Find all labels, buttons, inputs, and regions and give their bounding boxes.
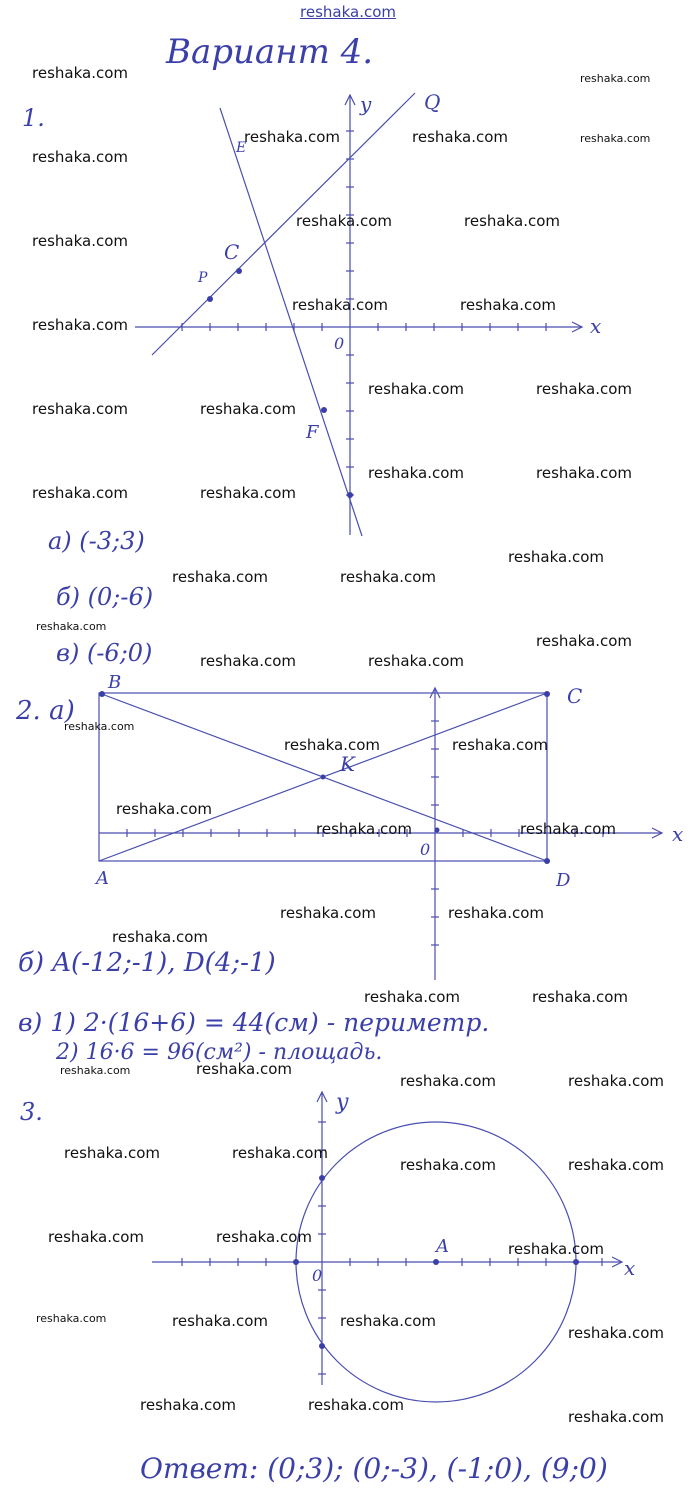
watermark: reshaka.com bbox=[64, 1144, 160, 1162]
watermark: reshaka.com bbox=[280, 904, 376, 922]
watermark: reshaka.com bbox=[292, 296, 388, 314]
task3-label-o: 0 bbox=[312, 1266, 323, 1285]
watermark: reshaka.com bbox=[568, 1324, 664, 1342]
task2-answer-b: б) A(-12;-1), D(4;-1) bbox=[18, 948, 276, 978]
task3-answer: Ответ: (0;3); (0;-3), (-1;0), (9;0) bbox=[140, 1452, 608, 1485]
watermark: reshaka.com bbox=[568, 1408, 664, 1426]
task2-number: 2. а) bbox=[16, 696, 75, 726]
watermark: reshaka.com bbox=[316, 820, 412, 838]
task2-point-c bbox=[544, 691, 550, 697]
watermark: reshaka.com bbox=[32, 232, 128, 250]
watermark: reshaka.com bbox=[536, 632, 632, 650]
task2-answer-v1: в) 1) 2·(16+6) = 44(см) - периметр. bbox=[18, 1008, 490, 1037]
watermark: reshaka.com bbox=[48, 1228, 144, 1246]
task3-point-a bbox=[433, 1259, 439, 1265]
watermark: reshaka.com bbox=[36, 1312, 107, 1325]
task2-point-k bbox=[321, 775, 326, 780]
task1-point-f bbox=[321, 407, 327, 413]
watermark: reshaka.com bbox=[196, 1060, 292, 1078]
task1-x-axis bbox=[135, 322, 582, 332]
watermark: reshaka.com bbox=[32, 484, 128, 502]
variant-title: Вариант 4. bbox=[166, 32, 374, 72]
watermark: reshaka.com bbox=[340, 568, 436, 586]
watermark: reshaka.com bbox=[232, 1144, 328, 1162]
watermark: reshaka.com bbox=[200, 652, 296, 670]
watermark: reshaka.com bbox=[368, 380, 464, 398]
watermark: reshaka.com bbox=[364, 988, 460, 1006]
task3-point-top bbox=[319, 1175, 325, 1181]
watermark: reshaka.com bbox=[536, 464, 632, 482]
watermark: reshaka.com bbox=[340, 1312, 436, 1330]
watermark: reshaka.com bbox=[368, 652, 464, 670]
watermark: reshaka.com bbox=[32, 316, 128, 334]
site-watermark-top: reshaka.com bbox=[300, 3, 396, 21]
task1-number: 1. bbox=[22, 104, 45, 132]
task3-point-bottom bbox=[319, 1343, 325, 1349]
watermark: reshaka.com bbox=[412, 128, 508, 146]
watermark: reshaka.com bbox=[568, 1072, 664, 1090]
watermark: reshaka.com bbox=[508, 1240, 604, 1258]
task1-answer-v: в) (-6;0) bbox=[56, 639, 153, 667]
watermark: reshaka.com bbox=[32, 64, 128, 82]
watermark: reshaka.com bbox=[580, 132, 651, 145]
watermark: reshaka.com bbox=[172, 568, 268, 586]
watermark: reshaka.com bbox=[116, 800, 212, 818]
task3-point-right bbox=[573, 1259, 579, 1265]
task2-label-x: x bbox=[672, 822, 684, 846]
watermark: reshaka.com bbox=[400, 1072, 496, 1090]
watermark: reshaka.com bbox=[172, 1312, 268, 1330]
watermark: reshaka.com bbox=[32, 148, 128, 166]
watermark: reshaka.com bbox=[568, 1156, 664, 1174]
task3-x-axis bbox=[152, 1257, 622, 1267]
task1-label-o: 0 bbox=[334, 334, 345, 353]
watermark: reshaka.com bbox=[448, 904, 544, 922]
watermark: reshaka.com bbox=[296, 212, 392, 230]
watermark: reshaka.com bbox=[200, 484, 296, 502]
watermark: reshaka.com bbox=[400, 1156, 496, 1174]
task2-label-c: C bbox=[567, 684, 583, 708]
watermark: reshaka.com bbox=[460, 296, 556, 314]
task2-label-o: 0 bbox=[420, 840, 431, 859]
task1-point-bottom bbox=[347, 492, 353, 498]
task2-label-d: D bbox=[556, 870, 571, 891]
task3-label-y: y bbox=[336, 1090, 349, 1115]
watermark: reshaka.com bbox=[60, 1064, 131, 1077]
task1-label-q: Q bbox=[424, 90, 441, 114]
watermark: reshaka.com bbox=[520, 820, 616, 838]
watermark: reshaka.com bbox=[580, 72, 651, 85]
watermark: reshaka.com bbox=[112, 928, 208, 946]
watermark: reshaka.com bbox=[244, 128, 340, 146]
task1-label-e: E bbox=[236, 140, 247, 156]
task2-label-a: A bbox=[96, 868, 109, 889]
task3-label-a: A bbox=[436, 1236, 449, 1257]
task2-answer-v2: 2) 16·6 = 96(см²) - площадь. bbox=[56, 1040, 383, 1065]
task3-label-x: x bbox=[624, 1256, 636, 1280]
task2-point-o bbox=[435, 828, 440, 833]
task2-y-axis bbox=[430, 688, 440, 980]
task1-label-p: P bbox=[198, 270, 208, 286]
task1-answer-a: а) (-3;3) bbox=[48, 527, 145, 555]
task3-y-axis bbox=[317, 1092, 327, 1385]
watermark: reshaka.com bbox=[216, 1228, 312, 1246]
task1-label-f: F bbox=[306, 422, 319, 443]
task1-line-ef bbox=[220, 108, 362, 536]
watermark: reshaka.com bbox=[508, 548, 604, 566]
task1-label-x: x bbox=[590, 314, 602, 338]
task3-point-left bbox=[293, 1259, 299, 1265]
task3-number: 3. bbox=[20, 1098, 43, 1126]
watermark: reshaka.com bbox=[308, 1396, 404, 1414]
watermark: reshaka.com bbox=[532, 988, 628, 1006]
watermark: reshaka.com bbox=[200, 400, 296, 418]
task1-label-c: C bbox=[224, 240, 240, 264]
task2-point-b bbox=[99, 691, 105, 697]
watermark: reshaka.com bbox=[464, 212, 560, 230]
watermark: reshaka.com bbox=[64, 720, 135, 733]
task1-point-c bbox=[236, 268, 242, 274]
task2-point-d bbox=[544, 858, 550, 864]
task1-answer-b: б) (0;-6) bbox=[56, 583, 154, 611]
task2-label-k: K bbox=[340, 752, 355, 776]
watermark: reshaka.com bbox=[368, 464, 464, 482]
watermark: reshaka.com bbox=[32, 400, 128, 418]
task2-label-b: B bbox=[108, 672, 122, 693]
watermark: reshaka.com bbox=[452, 736, 548, 754]
task1-label-y: y bbox=[360, 92, 372, 116]
task1-point-p bbox=[207, 296, 213, 302]
watermark: reshaka.com bbox=[36, 620, 107, 633]
watermark: reshaka.com bbox=[140, 1396, 236, 1414]
watermark: reshaka.com bbox=[536, 380, 632, 398]
watermark: reshaka.com bbox=[284, 736, 380, 754]
